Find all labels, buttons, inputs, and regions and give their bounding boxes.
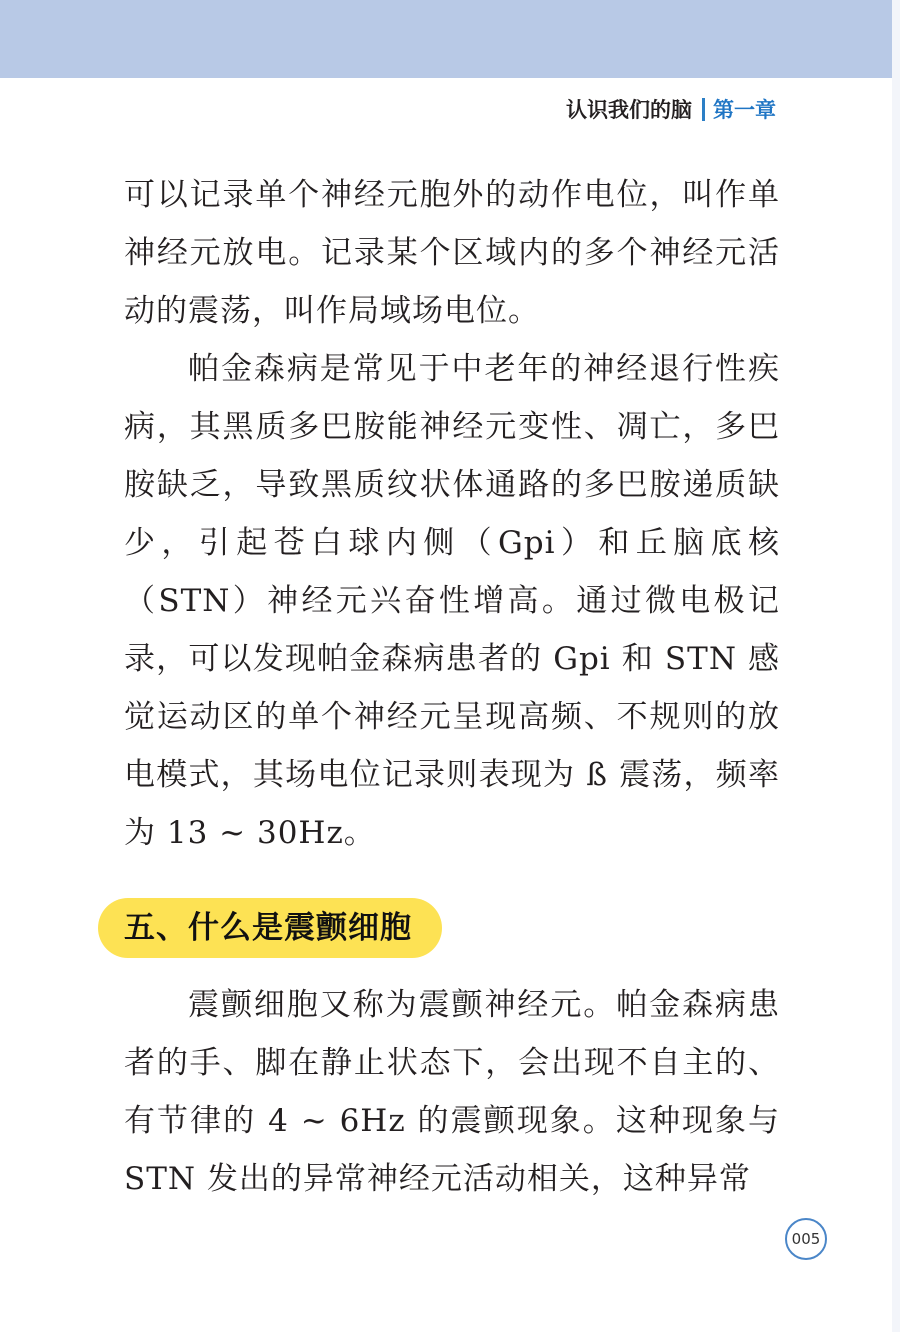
header-divider [702,98,705,121]
chapter-label: 第一章 [713,98,776,122]
paragraph-1: 可以记录单个神经元胞外的动作电位，叫作单神经元放电。记录某个区域内的多个神经元活动的震荡，叫作局域场电位。 [124,177,780,329]
paragraph-2: 帕金森病是常见于中老年的神经退行性疾病，其黑质多巴胺能神经元变性、凋亡，多巴胺缺乏，导致黑质纹状体通路的多巴胺递质缺少，引起苍白球内侧（Gpi）和丘脑底核（STN）神经元兴奋性增高。通过微电极记录，可以发现帕金森病患者的 Gpi 和 STN 感觉运动区的单个神经元呈现高频、不规则的放电模式，其场电位记录则表现为 ß 震荡，频率为 13 ~ 30Hz。 [124,351,780,851]
page-edge [892,0,900,1332]
section-title: 五、什么是震颤细胞 [124,910,412,946]
top-color-band [0,0,900,78]
page-number: 005 [785,1218,827,1260]
running-header [566,94,776,124]
book-title: 认识我们的脑 [566,98,692,122]
paragraph-3: 震颤细胞又称为震颤神经元。帕金森病患者的手、脚在静止状态下，会出现不自主的、有节律的 4 ~ 6Hz 的震颤现象。这种现象与 STN 发出的异常神经元活动相关，这种异常 [124,987,780,1197]
